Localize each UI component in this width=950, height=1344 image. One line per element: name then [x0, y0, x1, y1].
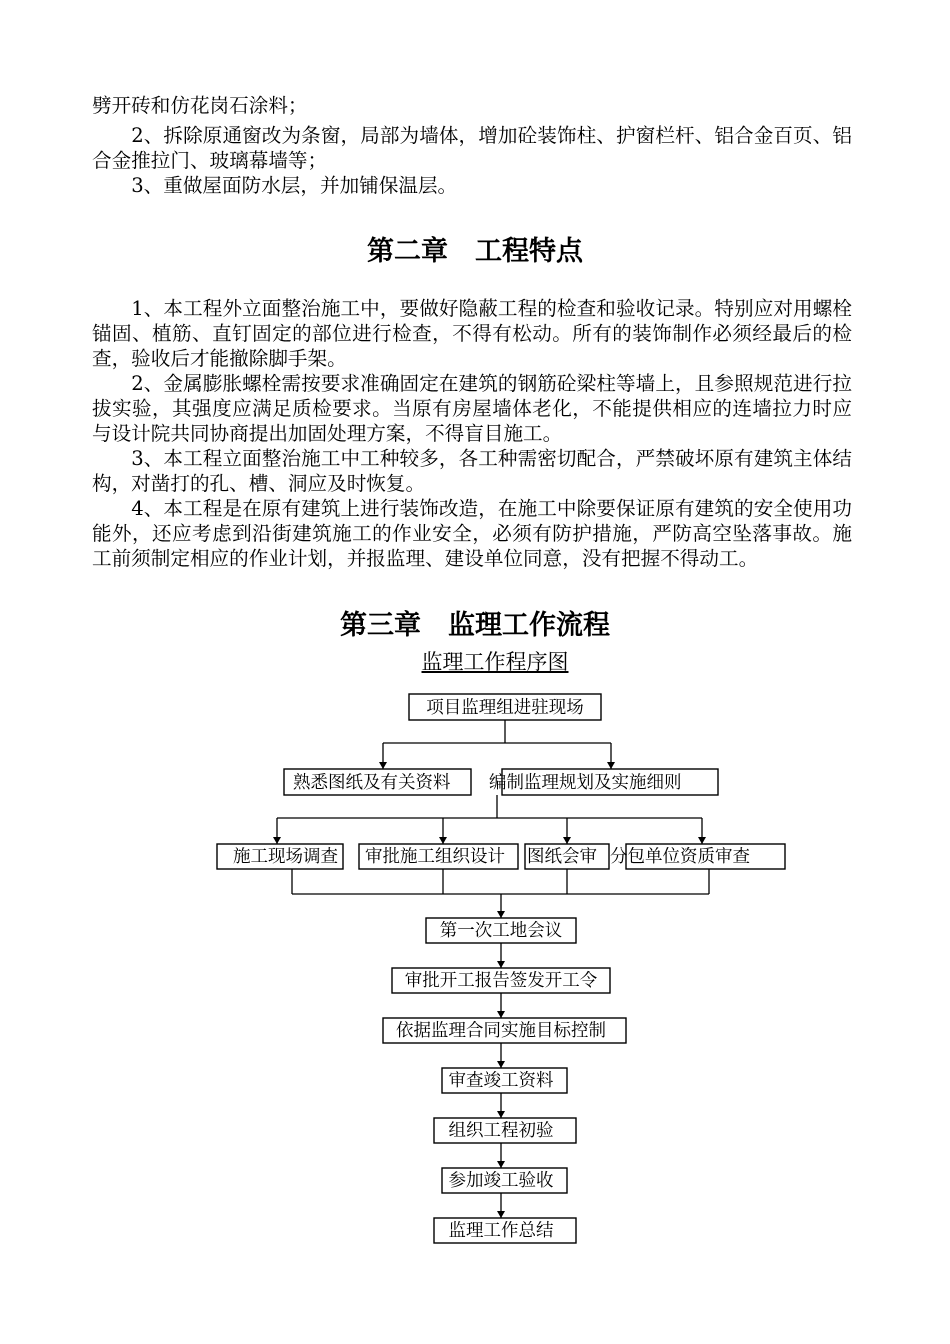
flow-arrow	[698, 837, 706, 844]
chapter-2-paragraph-4: 4、本工程是在原有建筑上进行装饰改造，在施工中除要保证原有建筑的安全使用功能外，还应考虑到沿街建筑施工的作业安全，必须有防护措施，严防高空坠落事故。施工前须制定相应的作业计划，并报监理、建设单位同意，没有把握不得动工。	[92, 497, 852, 570]
flow-arrow	[497, 911, 505, 918]
intro-item-2: 2、拆除原通窗改为条窗，局部为墙体，增加砼装饰柱、护窗栏杆、铝合金百页、铝合金推拉门、玻璃幕墙等；	[92, 124, 852, 172]
flow-arrow	[273, 837, 281, 844]
intro-item-3: 3、重做屋面防水层，并加铺保温层。	[131, 174, 458, 197]
flow-arrow	[607, 762, 615, 769]
flow-box-step-7-label: 监理工作总结	[448, 1221, 554, 1241]
flow-box-step-4-label: 审查竣工资料	[448, 1071, 554, 1091]
chapter-3-title: 第三章 监理工作流程	[340, 610, 610, 641]
flowchart-subtitle: 监理工作程序图	[421, 650, 569, 674]
flow-box-branch2-4-label: 分包单位资质审查	[610, 847, 750, 867]
flow-box-start-label: 项目监理组进驻现场	[426, 698, 584, 718]
flow-arrow	[497, 1011, 505, 1018]
flow-arrow	[497, 961, 505, 968]
flow-arrow	[563, 837, 571, 844]
flow-arrow	[497, 1161, 505, 1168]
chapter-2-title: 第二章 工程特点	[367, 236, 583, 267]
intro-line-1: 劈开砖和仿花岗石涂料；	[92, 94, 308, 117]
flow-arrow	[497, 1061, 505, 1068]
flow-box-branch1-2-label: 编制监理规划及实施细则	[489, 773, 682, 793]
flow-box-step-6-label: 参加竣工验收	[448, 1171, 554, 1191]
flow-arrow	[497, 1111, 505, 1118]
chapter-2-paragraph-3: 3、本工程立面整治施工中工种较多，各工种需密切配合，严禁破坏原有建筑主体结构，对凿打的孔、槽、洞应及时恢复。	[92, 447, 852, 495]
flow-box-step-5-label: 组织工程初验	[448, 1121, 554, 1141]
flow-arrow	[439, 837, 447, 844]
flow-box-branch1-1-label: 熟悉图纸及有关资料	[293, 773, 451, 793]
chapter-2-paragraph-2: 2、金属膨胀螺栓需按要求准确固定在建筑的钢筋砼梁柱等墙上，且参照规范进行拉拔实验，其强度应满足质检要求。当原有房屋墙体老化，不能提供相应的连墙拉力时应与设计院共同协商提出加固处理方案，不得盲目施工。	[92, 372, 852, 445]
flow-box-step-2-label: 审批开工报告签发开工令	[404, 971, 598, 991]
flow-box-branch2-3-label: 图纸会审	[527, 847, 597, 867]
flow-box-branch2-2-label: 审批施工组织设计	[365, 847, 505, 867]
flow-box-step-3-label: 依据监理合同实施目标控制	[396, 1021, 606, 1041]
flow-box-step-1-label: 第一次工地会议	[439, 921, 563, 941]
flow-arrow	[379, 762, 387, 769]
flow-box-branch2-1-label: 施工现场调查	[233, 847, 338, 867]
chapter-2-paragraph-1: 1、本工程外立面整治施工中，要做好隐蔽工程的检查和验收记录。特别应对用螺栓锚固、植筋、直钉固定的部位进行检查，不得有松动。所有的装饰制作必须经最后的检查，验收后才能撤除脚手架。	[92, 297, 852, 370]
flow-arrow	[497, 1211, 505, 1218]
